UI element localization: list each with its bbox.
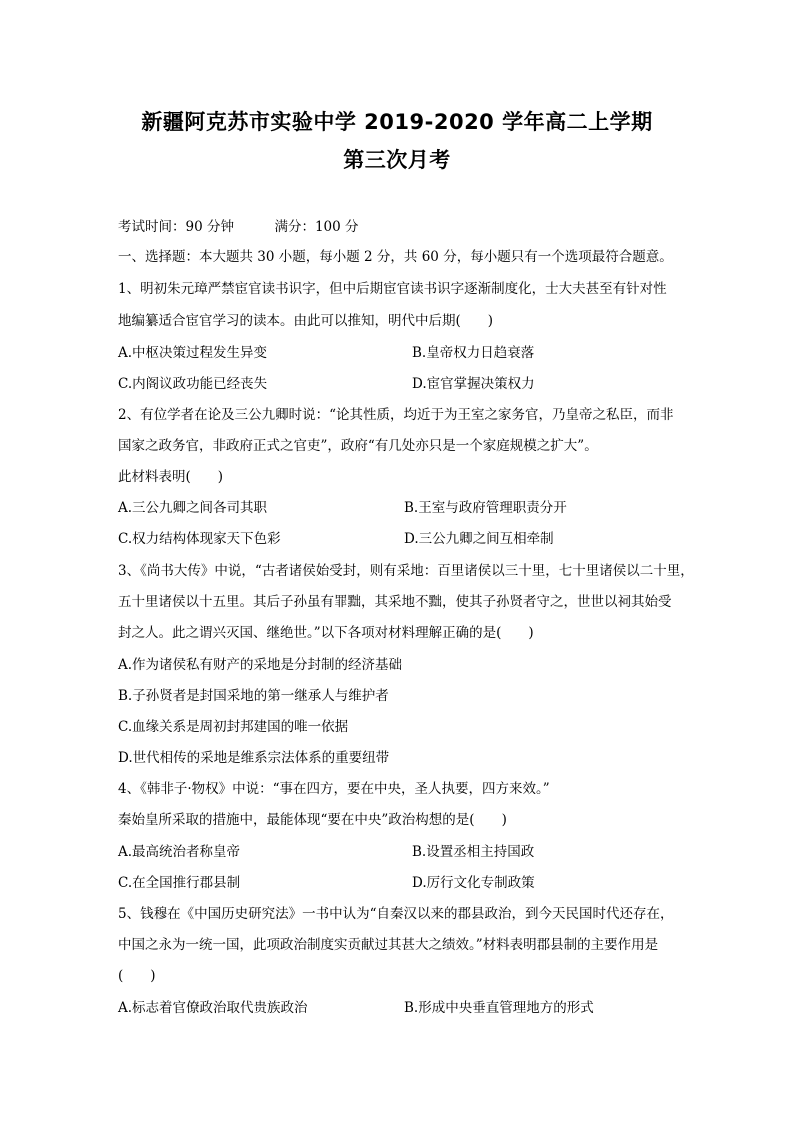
question-4-option-a: A.最高统治者称皇帝 — [118, 844, 241, 860]
question-2-stem-line-2: 国家之政务官，非政府正式之官吏”，政府“有几处亦只是一个家庭规模之扩大”。 — [118, 438, 598, 454]
question-1-option-a: A.中枢决策过程发生异变 — [118, 345, 268, 361]
section-instruction: 一、选择题：本大题共 30 小题，每小题 2 分，共 60 分，每小题只有一个选项最符合题意。 — [118, 249, 673, 265]
question-1-option-d: D.宦官掌握决策权力 — [412, 376, 535, 392]
question-5-option-a: A.标志着官僚政治取代贵族政治 — [118, 1000, 308, 1016]
question-3-option-b: B.子孙贤者是封国采地的第一继承人与维护者 — [118, 688, 389, 704]
question-2-stem-line-3: 此材料表明( ) — [118, 469, 224, 485]
question-3-option-a: A.作为诸侯私有财产的采地是分封制的经济基础 — [118, 657, 403, 673]
page-title: 新疆阿克苏市实验中学 2019-2020 学年高二上学期 — [141, 110, 653, 134]
question-5-stem-line-1: 5、钱穆在《中国历史研究法》一书中认为“自秦汉以来的郡县政治，到今天民国时代还存在， — [118, 906, 674, 922]
question-5-option-b: B.形成中央垂直管理地方的形式 — [404, 1000, 594, 1016]
question-1-stem-line-2: 地编纂适合宦官学习的读本。由此可以推知，明代中后期( ) — [118, 313, 494, 329]
question-2-option-b: B.王室与政府管理职责分开 — [404, 500, 567, 516]
question-2-option-a: A.三公九卿之间各司其职 — [118, 500, 268, 516]
question-3-stem-line-2: 五十里诸侯以十五里。其后子孙虽有罪黜，其采地不黜，使其子孙贤者守之，世世以祠其始受 — [118, 594, 672, 610]
question-4-option-d: D.厉行文化专制政策 — [412, 875, 535, 891]
question-4-option-b: B.设置丞相主持国政 — [412, 844, 535, 860]
question-5-stem-line-3: ( ) — [118, 968, 156, 984]
question-4-option-c: C.在全国推行郡县制 — [118, 875, 241, 891]
question-3-option-c: C.血缘关系是周初封邦建国的唯一依据 — [118, 719, 349, 735]
question-2-option-c: C.权力结构体现家天下色彩 — [118, 531, 281, 547]
question-4-stem-line-2: 秦始皇所采取的措施中，最能体现“要在中央”政治构想的是( ) — [118, 812, 507, 828]
question-1-option-c: C.内阁议政功能已经丧失 — [118, 376, 268, 392]
exam-info: 考试时间：90 分钟 满分：100 分 — [118, 219, 359, 235]
question-3-option-d: D.世代相传的采地是维系宗法体系的重要纽带 — [118, 750, 390, 766]
question-5-stem-line-2: 中国之永为一统一国，此项政治制度实贡献过其甚大之绩效。”材料表明郡县制的主要作用是 — [118, 937, 659, 953]
question-4-stem-line-1: 4、《韩非子·物权》中说：“事在四方，要在中央，圣人执要，四方来效。” — [118, 781, 550, 797]
question-2-stem-line-1: 2、有位学者在论及三公九卿时说：“论其性质，均近于为王室之家务官，乃皇帝之私臣，而非 — [118, 407, 674, 423]
question-3-stem-line-1: 3、《尚书大传》中说，“古者诸侯始受封，则有采地：百里诸侯以三十里，七十里诸侯以二十里， — [118, 563, 694, 579]
question-1-stem-line-1: 1、明初朱元璋严禁宦官读书识字，但中后期宦官读书识字逐渐制度化，士大夫甚至有针对性 — [118, 281, 667, 297]
question-1-option-b: B.皇帝权力日趋衰落 — [412, 345, 535, 361]
question-3-stem-line-3: 封之人。此之谓兴灭国、继绝世。”以下各项对材料理解正确的是( ) — [118, 625, 534, 641]
page-subtitle: 第三次月考 — [343, 148, 451, 172]
question-2-option-d: D.三公九卿之间互相牵制 — [404, 531, 554, 547]
